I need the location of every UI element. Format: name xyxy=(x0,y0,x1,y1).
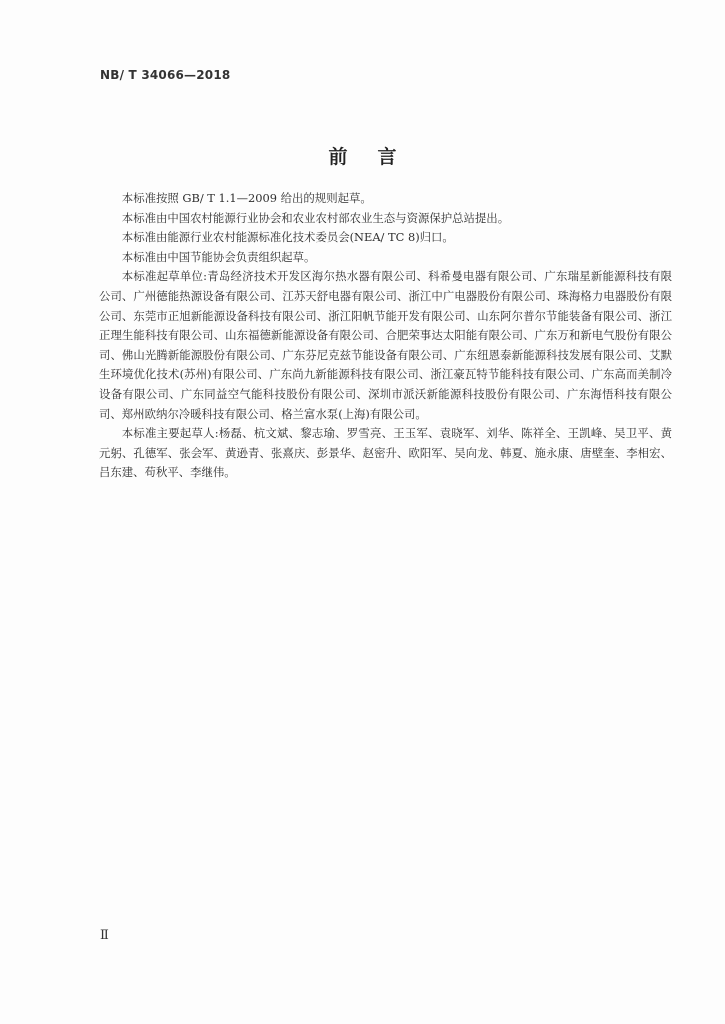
paragraph-drafters: 本标准主要起草人:杨磊、杭文斌、黎志瑜、罗雪亮、王玉军、袁晓军、刘华、陈祥全、王凯峰、吴卫平、黄元躬、孔德军、张会军、黄逊青、张熹庆、彭景华、赵密升、欧阳军、吴向龙、韩夏、施永康、唐壁奎、李相宏、吕东建、苟秋平、李继伟。 xyxy=(99,426,672,480)
paragraph-administration: 本标准由能源行业农村能源标准化技术委员会(NEA/ TC 8)归口。 xyxy=(121,230,454,245)
paragraph-proposer: 本标准由中国农村能源行业协会和农业农村部农业生态与资源保护总站提出。 xyxy=(121,210,510,225)
paragraph-drafting-units: 本标准起草单位:青岛经济技术开发区海尔热水器有限公司、科希曼电器有限公司、广东瑞星新能源科技有限公司、广州德能热源设备有限公司、江苏天舒电器有限公司、浙江中广电器股份有限公司、珠海格力电器股份有限公司、东莞市正旭新能源设备科技有限公司、浙江阳帆节能开发有限公司、山东阿尔普尔节能装备有限公司、浙江正理生能科技有限公司、山东福德新能源设备有限公司、合肥荣事达太阳能有限公司、广东万和新电气股份有限公司、佛山光腾新能源股份有限公司、广东芬尼克兹节能设备有限公司、广东纽恩泰新能源科技发展有限公司、艾默生环境优化技术(苏州)有限公司、广东尚九新能源科技有限公司、浙江豪瓦特节能科技有限公司、广东高而美制冷设备有限公司、广东同益空气能科技股份有限公司、深圳市派沃新能源科技股份有限公司、广东海悟科技有限公司、郑州欧纳尔冷暖科技有限公司、格兰富水泵(上海)有限公司。 xyxy=(99,269,672,421)
paragraph-organizer: 本标准由中国节能协会负责组织起草。 xyxy=(121,249,316,264)
page-title: 前言 xyxy=(328,146,427,168)
page-number: Ⅱ xyxy=(100,928,109,943)
standard-code: NB/ T 34066—2018 xyxy=(100,68,231,82)
paragraph-drafting-rules: 本标准按照 GB/ T 1.1—2009 给出的规则起草。 xyxy=(121,191,372,205)
foreword-body xyxy=(99,189,672,483)
